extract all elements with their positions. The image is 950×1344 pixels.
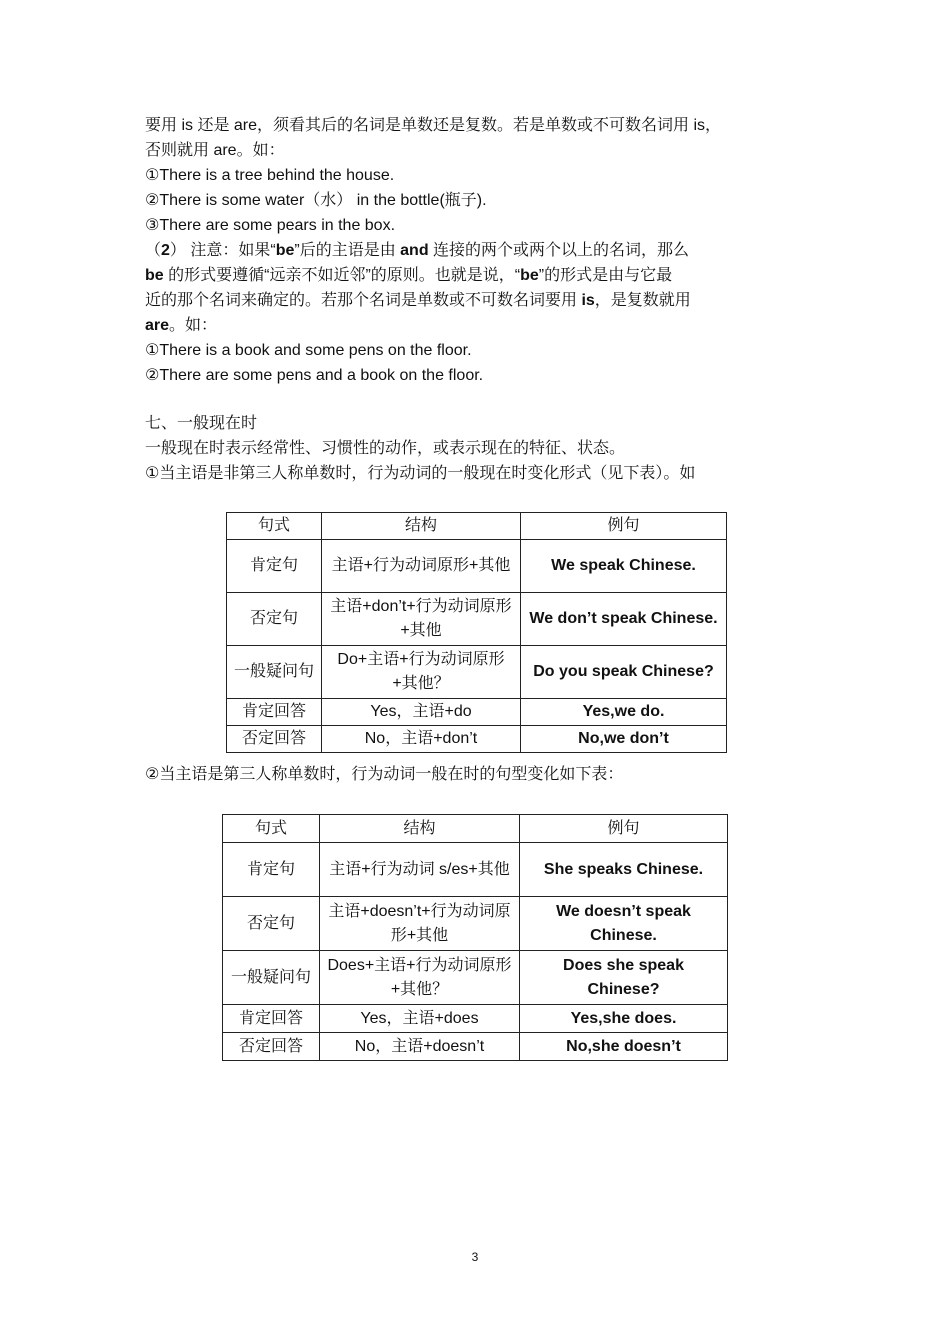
table-cell: 否定句: [227, 593, 322, 646]
paragraph-line: 否则就用 are。如：: [145, 142, 285, 159]
table-header-row: [223, 815, 728, 843]
table-cell: No，主语+don’t: [322, 726, 521, 753]
table-header-cell: 例句: [520, 815, 728, 843]
note-text: （: [145, 242, 162, 259]
example-sentence: ②There are some pens and a book on the floor.: [145, 367, 484, 384]
table-cell: 主语+doesn’t+行为动词原形+其他: [320, 897, 520, 951]
note-line-4: [145, 313, 815, 338]
paragraph-line: 要用 is 还是 are，须看其后的名词是单数还是复数。若是单数或不可数名词用 is，: [145, 117, 722, 134]
table-cell: 肯定回答: [227, 699, 322, 726]
paragraph-line: ①当主语是非第三人称单数时，行为动词的一般现在时变化形式（见下表）。如: [145, 465, 696, 482]
table-header-cell: 句式: [227, 513, 322, 540]
keyword-be: be: [520, 267, 539, 284]
page-number: 3: [471, 1250, 479, 1264]
table-cell: No，主语+doesn’t: [320, 1033, 520, 1061]
table-row: [223, 951, 728, 1005]
table-cell: 肯定句: [223, 843, 320, 897]
table-cell: She speaks Chinese.: [520, 843, 728, 897]
keyword-are: are: [145, 317, 170, 334]
table-cell: 一般疑问句: [227, 646, 322, 699]
table-row: [227, 540, 727, 593]
table-header-cell: 句式: [223, 815, 320, 843]
section-heading: 七、一般现在时: [145, 415, 258, 432]
table-header-row: [227, 513, 727, 540]
table-cell: Does she speak Chinese?: [520, 951, 728, 1005]
table-cell: Do+主语+行为动词原形+其他？: [322, 646, 521, 699]
table-row: [227, 593, 727, 646]
table-row: [227, 699, 727, 726]
table-header-cell: 例句: [521, 513, 727, 540]
table-cell: We doesn’t speak Chinese.: [520, 897, 728, 951]
present-tense-table-2: [222, 814, 728, 1061]
table-cell: Yes，主语+does: [320, 1005, 520, 1033]
table-row: [227, 726, 727, 753]
table-row: [223, 1005, 728, 1033]
paragraph-line: ②当主语是第三人称单数时，行为动词一般在时的句型变化如下表：: [145, 766, 624, 783]
table-cell: 主语+行为动词原形+其他: [322, 540, 521, 593]
table-cell: 否定句: [223, 897, 320, 951]
table-cell: No,she doesn’t: [520, 1033, 728, 1061]
table-header-cell: 结构: [322, 513, 521, 540]
table-header-cell: 结构: [320, 815, 520, 843]
keyword-be: be: [145, 267, 164, 284]
table-row: [223, 1033, 728, 1061]
table-row: [223, 843, 728, 897]
note-text: ） 注意：如果“: [169, 242, 276, 259]
keyword-is: is: [581, 292, 595, 309]
note-text: 。如：: [169, 317, 218, 334]
paragraph-line: 一般现在时表示经常性、习惯性的动作，或表示现在的特征、状态。: [145, 440, 626, 457]
table-cell: 一般疑问句: [223, 951, 320, 1005]
table-cell: Yes,she does.: [520, 1005, 728, 1033]
example-sentence: ②There is some water（水） in the bottle(瓶子).: [145, 192, 487, 209]
table-row: [223, 897, 728, 951]
table-cell: 肯定句: [227, 540, 322, 593]
table-cell: 主语+don’t+行为动词原形+其他: [322, 593, 521, 646]
example-sentence: ①There is a book and some pens on the floor.: [145, 342, 472, 359]
table-cell: We speak Chinese.: [521, 540, 727, 593]
table-cell: 否定回答: [227, 726, 322, 753]
table-cell: Yes,we do.: [521, 699, 727, 726]
note-text: 连接的两个或两个以上的名词，那么: [428, 242, 690, 259]
note-text: ”后的主语是由: [294, 242, 401, 259]
table-cell: Does+主语+行为动词原形+其他？: [320, 951, 520, 1005]
note-text: ”的形式是由与它最: [538, 267, 673, 284]
body-text: [145, 762, 815, 787]
table-cell: 主语+行为动词 s/es+其他: [320, 843, 520, 897]
note-line-1: [145, 238, 815, 263]
note-text: 近的那个名词来确定的。若那个名词是单数或不可数名词要用: [145, 292, 582, 309]
table-cell: Yes，主语+do: [322, 699, 521, 726]
table-cell: 否定回答: [223, 1033, 320, 1061]
table-cell: We don’t speak Chinese.: [521, 593, 727, 646]
example-sentence: ③There are some pears in the box.: [145, 217, 396, 234]
note-text: ，是复数就用: [594, 292, 691, 309]
note-text: 的形式要遵循“远亲不如近邻”的原则。也就是说，“: [163, 267, 521, 284]
example-sentence: ①There is a tree behind the house.: [145, 167, 395, 184]
present-tense-table-1: [226, 512, 727, 753]
keyword-be: be: [275, 242, 295, 259]
note-number: 2: [161, 242, 170, 259]
table-cell: 肯定回答: [223, 1005, 320, 1033]
keyword-and: and: [400, 242, 429, 259]
table-cell: Do you speak Chinese?: [521, 646, 727, 699]
note-line-2: [145, 263, 815, 288]
table-cell: No,we don’t: [521, 726, 727, 753]
table-row: [227, 646, 727, 699]
body-text: [145, 113, 815, 486]
note-line-3: [145, 288, 815, 313]
